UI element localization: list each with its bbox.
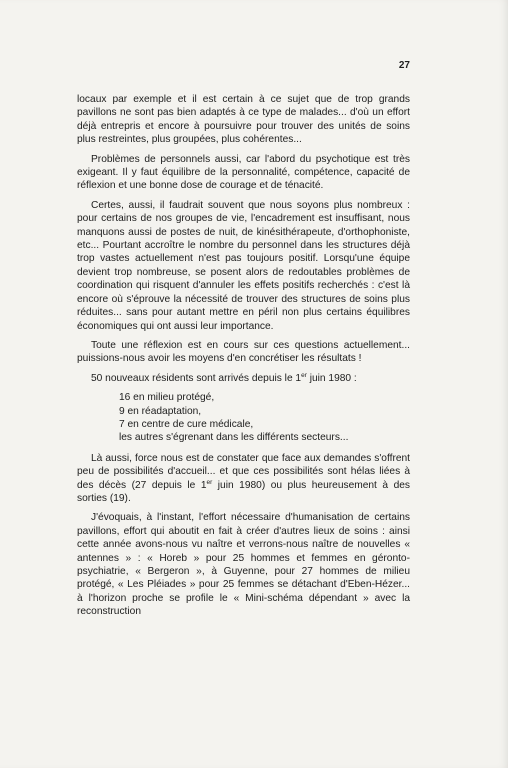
paragraph-evoquais: J'évoquais, à l'instant, l'effort nécessaire d'humanisation de certains pavillons, effort qui aboutit en fait à créer d'autres lieux de soins : ainsi cette année avons-nous vu naître et verrons-nous naître de nouvelles « antennes » : « Horeb » pour 25 hommes et femmes en géronto-psychiatrie, « Bergeron », à Guyenne, pour 27 hommes de milieu protégé, « Les Pléiades » pour 25 femmes se détachant d'Eben-Hézer... à l'horizon proche se profile le « Mini-schéma dépendant » avec la reconstruction	[77, 512, 410, 618]
paragraph-personnel: Problèmes de personnels aussi, car l'abord du psychotique est très exigeant. Il y faut équilibre de la personnalité, compétence, capacité de réflexion et une bonne dose de courage et de ténacité.	[77, 153, 410, 192]
list-item: 9 en réadaptation,	[119, 405, 202, 417]
paragraph-certes: Certes, aussi, il faudrait souvent que nous soyons plus nombreux : pour certains de nos groupes de vie, l'encadrement est insuffisant, nous manquons aussi de postes de nuit, de kinésithérapeute, d'orthophoniste, etc... Pourtant accroître le nombre du personnel dans les structures déjà trop vastes actuellement n'est pas toujours positif. Lorsqu'une équipe devient trop nombreuse, se posent alors de redoutables problèmes de coordination qui risquent d'annuler les effets positifs recherchés : c'est là encore où s'éprouve la nécessité de trouver des structures de soins plus réduites... sans pour autant mettre en péril non plus certains équilibres économiques qui ont aussi leur importance.	[77, 199, 410, 332]
residents-intro-date: juin 1980 :	[306, 372, 357, 384]
page-number: 27	[398, 60, 410, 71]
superscript-er: er	[206, 478, 213, 486]
residents-intro	[77, 372, 410, 385]
paragraph-reflexion: Toute une réflexion est en cours sur ces questions actuellement... puissions-nous avoir les moyens d'en concrétiser les résultats !	[77, 339, 410, 365]
paragraph-la-aussi-end: juin 1980) ou plus heureusement à des sorties (19).	[77, 479, 410, 504]
residents-intro-text: 50 nouveaux résidents sont arrivés depuis le 1	[91, 372, 302, 384]
paragraph-la-aussi-text: Là aussi, force nous est de constater que face aux demandes s'offrent peu de possibilités d'accueil... et que ces possibilités sont hélas liées à des décès (27 depuis le 1	[77, 452, 410, 491]
paragraph-continuation: locaux par exemple et il est certain à ce sujet que de trop grands pavillons ne sont pas bien adaptés à ce type de malades... d'où un effort déjà entrepris et encore à poursuivre pour trouver des unités de soins plus restreintes, plus groupées, plus cohérentes...	[77, 94, 410, 146]
list-item: 16 en milieu protégé,	[119, 392, 215, 404]
superscript-er: er	[301, 371, 307, 379]
list-item: 7 en centre de cure médicale,	[119, 418, 254, 430]
body-text	[77, 93, 410, 625]
residents-list	[77, 391, 410, 445]
paragraph-la-aussi	[77, 452, 410, 506]
list-item: les autres s'égrenant dans les différents secteurs...	[119, 432, 349, 444]
